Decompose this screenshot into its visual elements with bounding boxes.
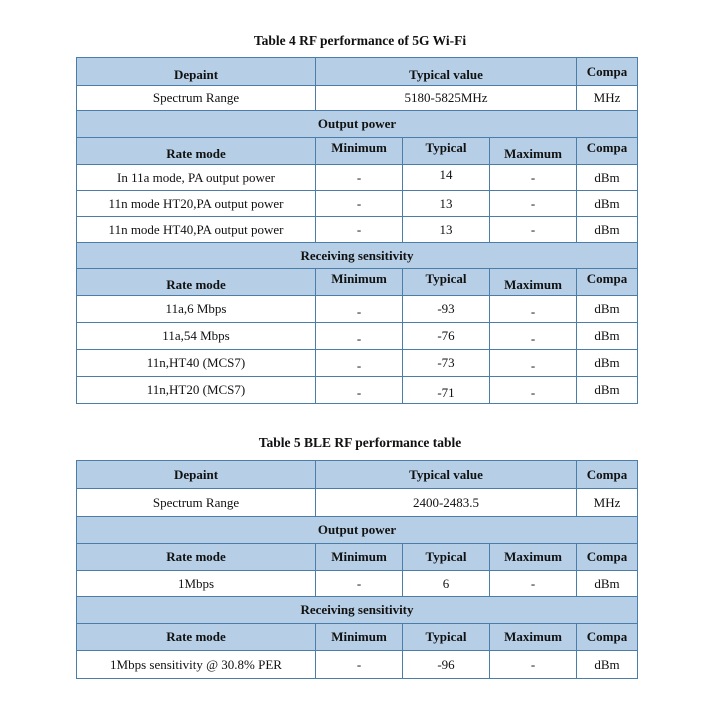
typical-header: Typical bbox=[403, 269, 490, 296]
typical-value-header: Typical value bbox=[316, 58, 577, 86]
maximum-cell: - bbox=[490, 377, 577, 404]
maximum-header: Maximum bbox=[490, 544, 577, 571]
spectrum-range-row bbox=[77, 86, 638, 111]
rate-mode-cell: In 11a mode, PA output power bbox=[77, 165, 316, 191]
maximum-cell: - bbox=[490, 571, 577, 597]
rate-mode-header: Rate mode bbox=[77, 624, 316, 651]
maximum-header: Maximum bbox=[490, 624, 577, 651]
typical-cell: -96 bbox=[403, 651, 490, 679]
compa-header: Compa bbox=[577, 624, 638, 651]
typical-cell: -93 bbox=[403, 296, 490, 323]
table-row bbox=[77, 350, 638, 377]
minimum-cell: - bbox=[316, 571, 403, 597]
maximum-header: Maximum bbox=[490, 138, 577, 165]
unit-cell: dBm bbox=[577, 191, 638, 217]
rate-mode-cell: 11a,54 Mbps bbox=[77, 323, 316, 350]
rate-mode-cell: 11n mode HT40,PA output power bbox=[77, 217, 316, 243]
spectrum-range-unit: MHz bbox=[577, 489, 638, 517]
spectrum-range-value: 2400-2483.5 bbox=[316, 489, 577, 517]
output-power-title: Output power bbox=[77, 517, 638, 544]
maximum-cell: - bbox=[490, 165, 577, 191]
minimum-header: Minimum bbox=[316, 544, 403, 571]
typical-header: Typical bbox=[403, 624, 490, 651]
typical-cell: 6 bbox=[403, 571, 490, 597]
receiving-sensitivity-title: Receiving sensitivity bbox=[77, 243, 638, 269]
typical-cell: 14 bbox=[403, 165, 490, 191]
rate-mode-cell: 1Mbps bbox=[77, 571, 316, 597]
depaint-header: Depaint bbox=[77, 461, 316, 489]
minimum-cell: - bbox=[316, 296, 403, 323]
output-power-section bbox=[77, 517, 638, 544]
compa-header: Compa bbox=[577, 461, 638, 489]
maximum-cell: - bbox=[490, 323, 577, 350]
unit-cell: dBm bbox=[577, 350, 638, 377]
unit-cell: dBm bbox=[577, 571, 638, 597]
minimum-cell: - bbox=[316, 377, 403, 404]
table4-header-row bbox=[77, 58, 638, 86]
table-row bbox=[77, 571, 638, 597]
table4-caption: Table 4 RF performance of 5G Wi-Fi bbox=[253, 33, 467, 48]
maximum-cell: - bbox=[490, 191, 577, 217]
minimum-header: Minimum bbox=[316, 138, 403, 165]
minimum-cell: - bbox=[316, 651, 403, 679]
receiving-sensitivity-section bbox=[77, 243, 638, 269]
typical-cell: 13 bbox=[403, 217, 490, 243]
rate-mode-cell: 11n,HT40 (MCS7) bbox=[77, 350, 316, 377]
table5-caption: Table 5 BLE RF performance table bbox=[258, 435, 462, 450]
rate-mode-header: Rate mode bbox=[77, 138, 316, 165]
minimum-cell: - bbox=[316, 191, 403, 217]
spectrum-range-unit: MHz bbox=[577, 86, 638, 111]
table-row bbox=[77, 165, 638, 191]
rate-mode-cell: 11n mode HT20,PA output power bbox=[77, 191, 316, 217]
compa-header: Compa bbox=[577, 138, 638, 165]
depaint-header: Depaint bbox=[77, 58, 316, 86]
typical-header: Typical bbox=[403, 544, 490, 571]
table-row bbox=[77, 191, 638, 217]
output-power-columns bbox=[77, 138, 638, 165]
rate-mode-cell: 1Mbps sensitivity @ 30.8% PER bbox=[77, 651, 316, 679]
compa-header: Compa bbox=[577, 58, 638, 86]
receiving-sensitivity-section bbox=[77, 597, 638, 624]
receiving-sensitivity-columns bbox=[77, 269, 638, 296]
maximum-header: Maximum bbox=[490, 269, 577, 296]
minimum-header: Minimum bbox=[316, 269, 403, 296]
typical-cell: -73 bbox=[403, 350, 490, 377]
compa-header: Compa bbox=[577, 544, 638, 571]
rate-mode-cell: 11a,6 Mbps bbox=[77, 296, 316, 323]
maximum-cell: - bbox=[490, 217, 577, 243]
spectrum-range-label: Spectrum Range bbox=[77, 489, 316, 517]
output-power-section bbox=[77, 111, 638, 138]
typical-cell: 13 bbox=[403, 191, 490, 217]
output-power-columns bbox=[77, 544, 638, 571]
table5-ble-rf bbox=[76, 460, 638, 679]
rate-mode-header: Rate mode bbox=[77, 269, 316, 296]
table-row bbox=[77, 296, 638, 323]
minimum-cell: - bbox=[316, 217, 403, 243]
maximum-cell: - bbox=[490, 350, 577, 377]
unit-cell: dBm bbox=[577, 651, 638, 679]
rate-mode-header: Rate mode bbox=[77, 544, 316, 571]
minimum-cell: - bbox=[316, 323, 403, 350]
unit-cell: dBm bbox=[577, 217, 638, 243]
unit-cell: dBm bbox=[577, 165, 638, 191]
maximum-cell: - bbox=[490, 651, 577, 679]
minimum-cell: - bbox=[316, 165, 403, 191]
table-row bbox=[77, 323, 638, 350]
unit-cell: dBm bbox=[577, 323, 638, 350]
rate-mode-cell: 11n,HT20 (MCS7) bbox=[77, 377, 316, 404]
minimum-cell: - bbox=[316, 350, 403, 377]
table-row bbox=[77, 651, 638, 679]
typical-cell: -71 bbox=[403, 377, 490, 404]
typical-cell: -76 bbox=[403, 323, 490, 350]
output-power-title: Output power bbox=[77, 111, 638, 138]
compa-header: Compa bbox=[577, 269, 638, 296]
table4-rf-5g-wifi bbox=[76, 57, 638, 404]
unit-cell: dBm bbox=[577, 377, 638, 404]
unit-cell: dBm bbox=[577, 296, 638, 323]
spectrum-range-label: Spectrum Range bbox=[77, 86, 316, 111]
receiving-sensitivity-columns bbox=[77, 624, 638, 651]
typical-value-header: Typical value bbox=[316, 461, 577, 489]
table-row bbox=[77, 217, 638, 243]
minimum-header: Minimum bbox=[316, 624, 403, 651]
typical-header: Typical bbox=[403, 138, 490, 165]
maximum-cell: - bbox=[490, 296, 577, 323]
spectrum-range-row bbox=[77, 489, 638, 517]
receiving-sensitivity-title: Receiving sensitivity bbox=[77, 597, 638, 624]
spectrum-range-value: 5180-5825MHz bbox=[316, 86, 577, 111]
table-row bbox=[77, 377, 638, 404]
table5-header-row bbox=[77, 461, 638, 489]
